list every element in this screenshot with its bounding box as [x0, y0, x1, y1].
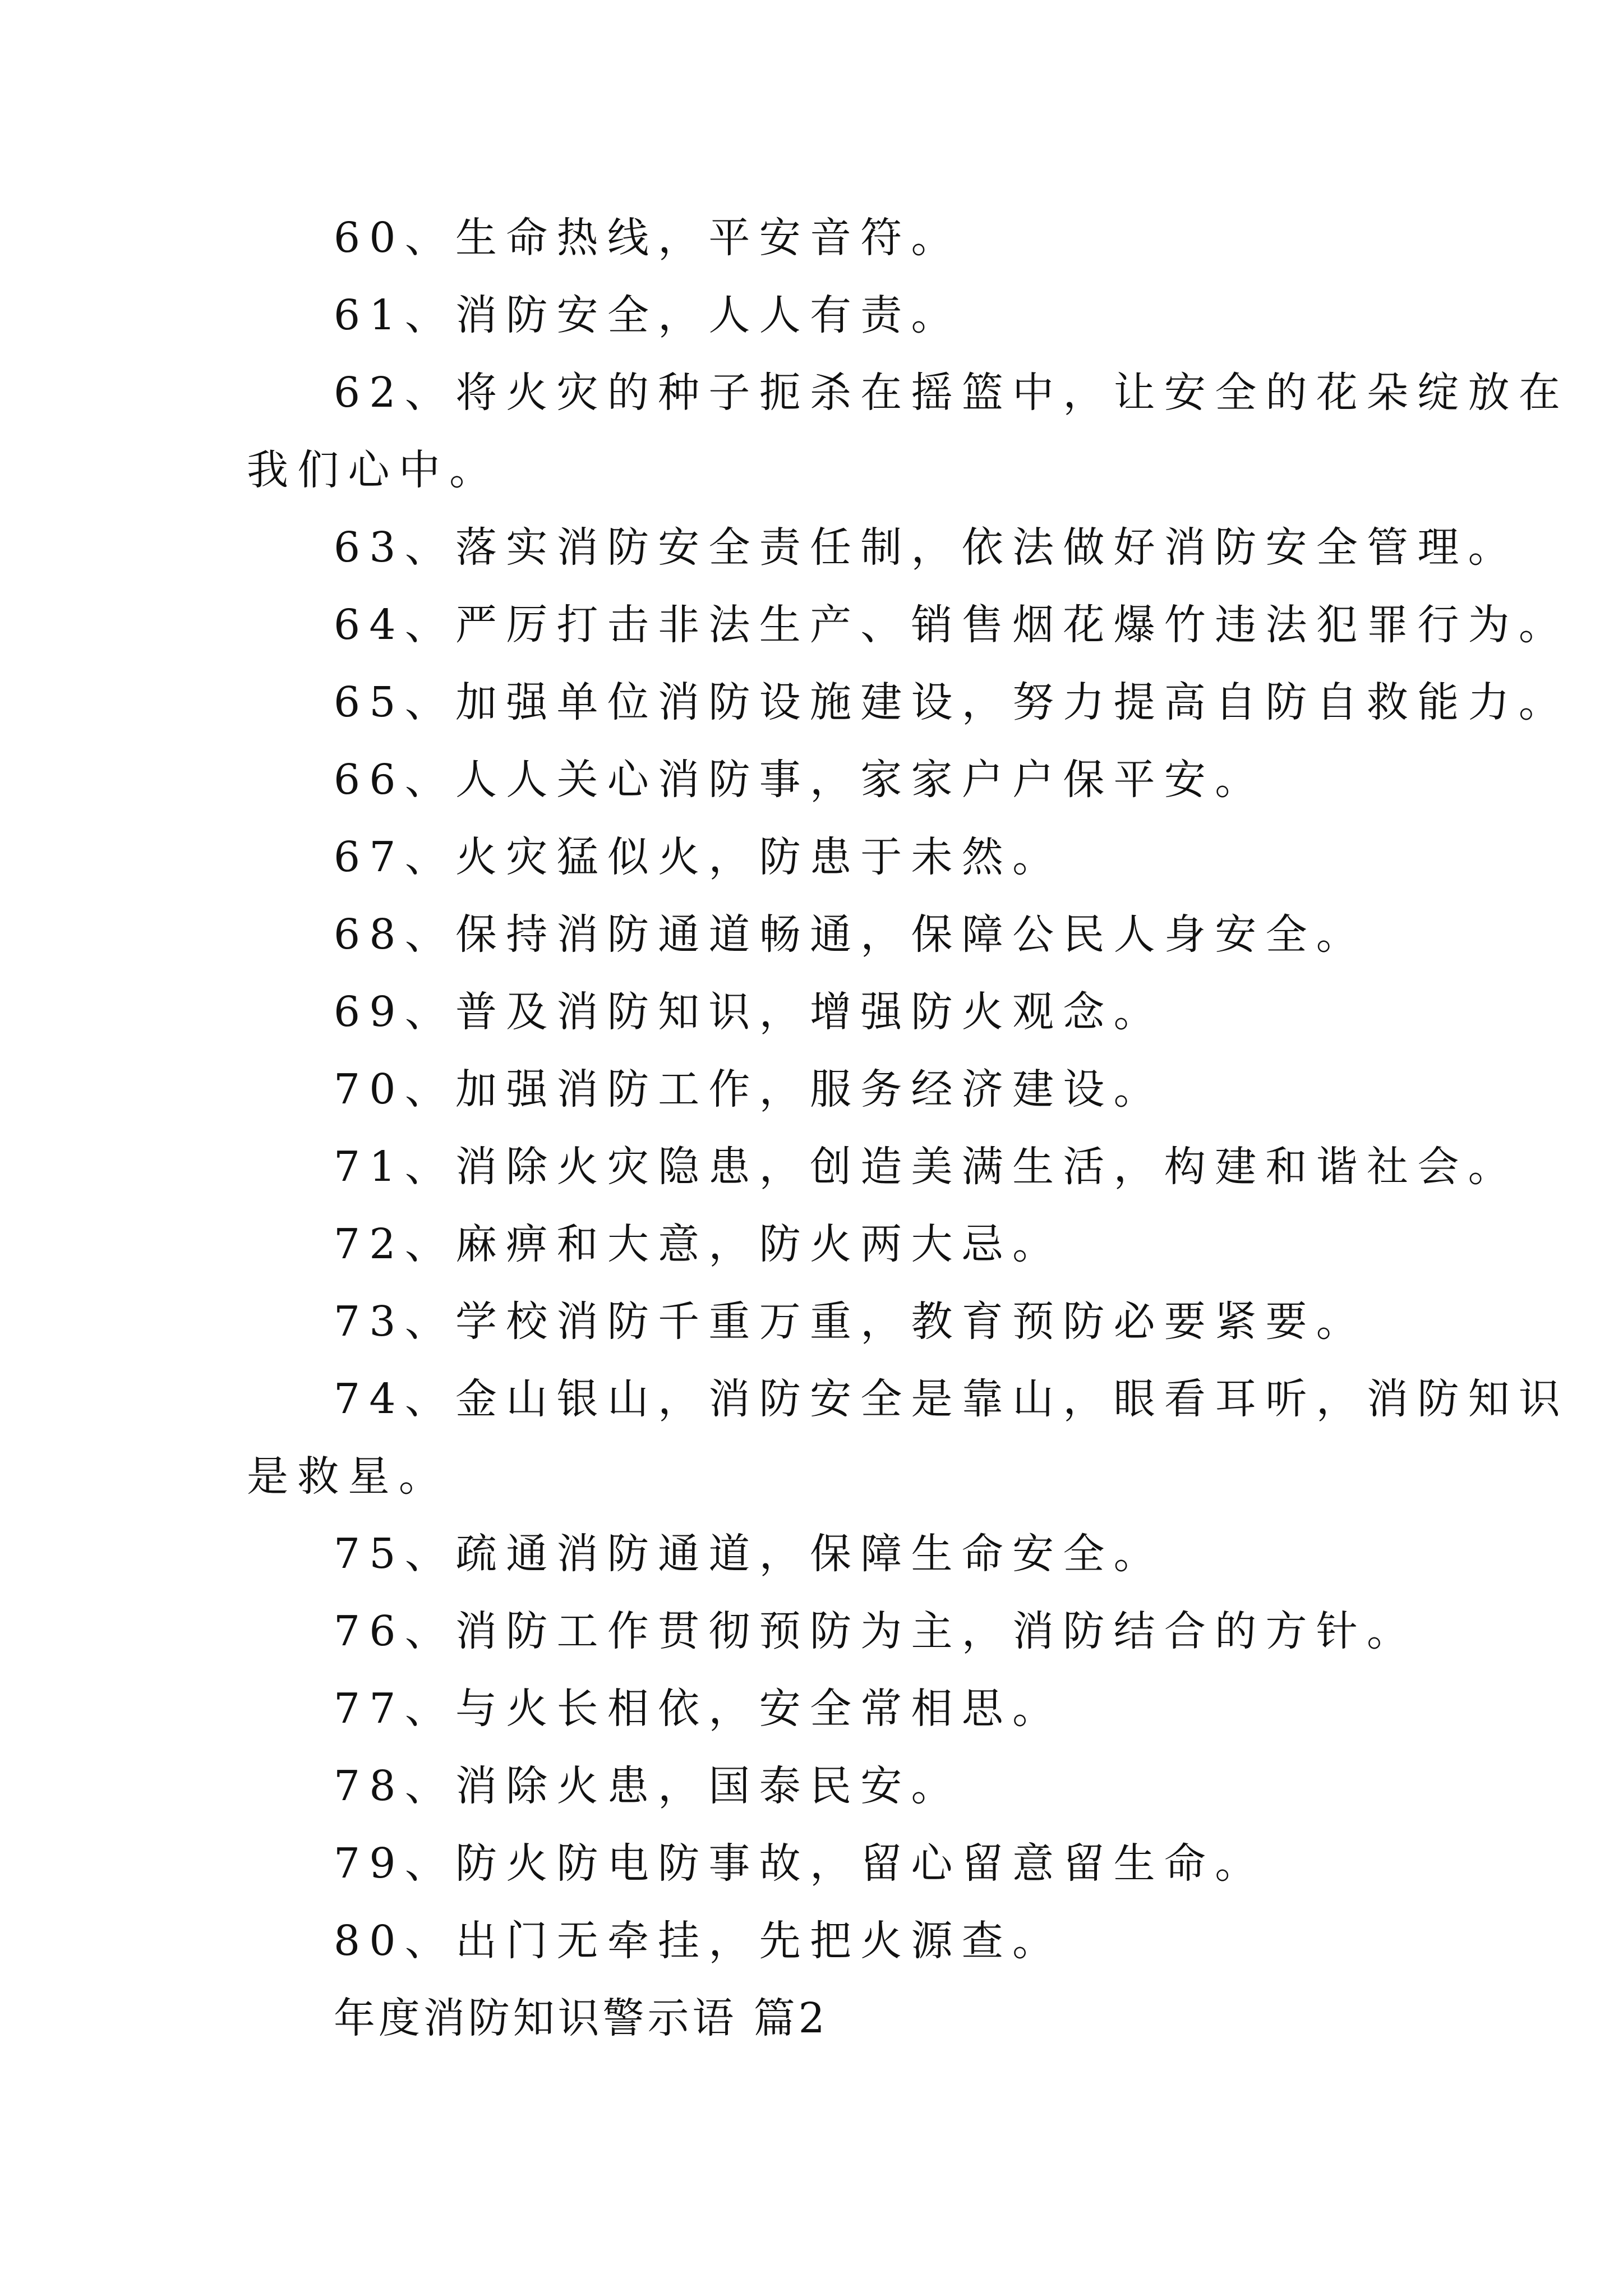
- slogan-line: 76、消防工作贯彻预防为主，消防结合的方针。: [334, 1607, 1418, 1655]
- slogan-line: 78、消除火患，国泰民安。: [334, 1762, 962, 1810]
- slogan-line: 66、人人关心消防事，家家户户保平安。: [334, 756, 1266, 804]
- slogan-line: 63、落实消防安全责任制，依法做好消防安全管理。: [334, 523, 1519, 572]
- slogan-line: 73、学校消防千重万重，教育预防必要紧要。: [334, 1297, 1367, 1346]
- slogan-line: 75、疏通消防通道，保障生命安全。: [334, 1530, 1164, 1578]
- slogan-line: 79、防火防电防事故，留心留意留生命。: [334, 1839, 1266, 1888]
- slogan-line: 71、消除火灾隐患，创造美满生活，构建和谐社会。: [334, 1143, 1519, 1191]
- slogan-line: 61、消防安全，人人有责。: [334, 291, 962, 339]
- slogan-line: 65、加强单位消防设施建设，努力提高自防自救能力。: [334, 678, 1570, 726]
- slogan-line: 62、将火灾的种子扼杀在摇篮中，让安全的花朵绽放在: [334, 369, 1570, 417]
- slogan-line: 67、火灾猛似火，防患于未然。: [334, 833, 1063, 881]
- slogan-line: 77、与火长相依，安全常相思。: [334, 1685, 1063, 1733]
- section-heading: 年度消防知识警示语 篇2: [334, 1994, 828, 2042]
- document-body: [247, 199, 1570, 2057]
- slogan-line-continuation: 是救星。: [247, 1452, 450, 1501]
- slogan-line: 74、金山银山，消防安全是靠山，眼看耳听，消防知识: [334, 1375, 1570, 1423]
- slogan-line-continuation: 我们心中。: [247, 446, 500, 494]
- slogan-line: 72、麻痹和大意，防火两大忌。: [334, 1220, 1063, 1268]
- slogan-line: 64、严厉打击非法生产、销售烟花爆竹违法犯罪行为。: [334, 601, 1570, 649]
- slogan-line: 80、出门无牵挂，先把火源查。: [334, 1917, 1063, 1965]
- slogan-line: 69、普及消防知识，增强防火观念。: [334, 988, 1164, 1036]
- slogan-line: 60、生命热线，平安音符。: [334, 214, 962, 262]
- slogan-line: 70、加强消防工作，服务经济建设。: [334, 1065, 1164, 1114]
- slogan-line: 68、保持消防通道畅通，保障公民人身安全。: [334, 910, 1367, 959]
